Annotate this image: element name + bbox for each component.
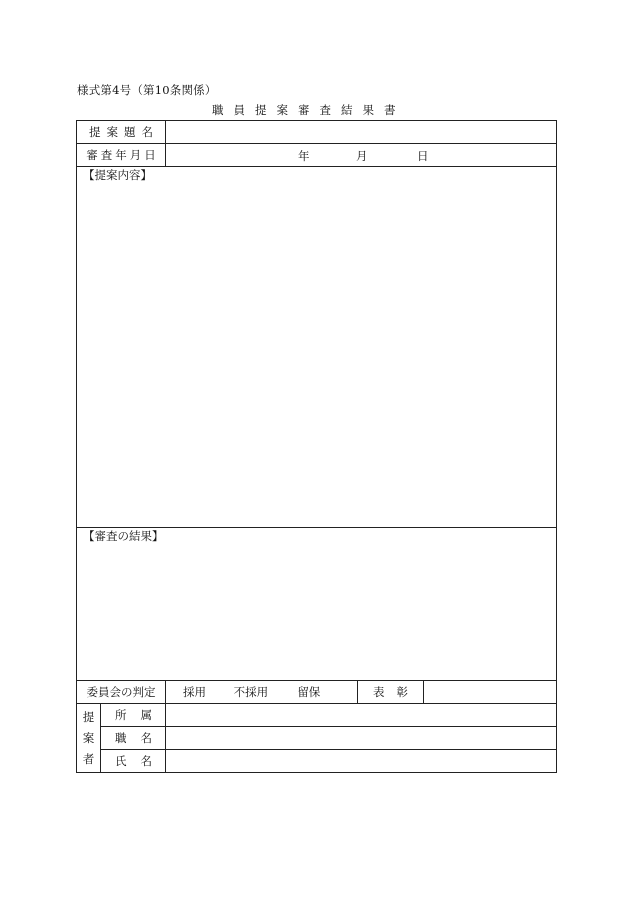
review-result-row xyxy=(77,528,557,681)
affiliation-label: 所属 xyxy=(101,704,166,727)
proposer-label-char-2: 案 xyxy=(82,730,95,745)
proposal-title-row xyxy=(77,121,557,144)
position-field[interactable] xyxy=(166,727,557,750)
committee-decision-label: 委員会の判定 xyxy=(77,681,166,704)
position-label: 職名 xyxy=(101,727,166,750)
proposer-name-row xyxy=(77,750,557,773)
proposal-content-row xyxy=(77,167,557,528)
decision-options xyxy=(166,681,358,704)
review-result-box[interactable] xyxy=(77,528,557,681)
proposer-position-row xyxy=(77,727,557,750)
affiliation-field[interactable] xyxy=(166,704,557,727)
committee-decision-row xyxy=(77,681,557,704)
decision-option-adopt[interactable]: 採用 xyxy=(183,685,206,699)
proposer-label xyxy=(77,704,101,773)
decision-option-reject[interactable]: 不採用 xyxy=(233,685,269,699)
proposer-label-char-1: 提 xyxy=(82,709,95,724)
review-result-label: 【審査の結果】 xyxy=(83,529,164,543)
award-field[interactable] xyxy=(424,681,557,704)
proposal-content-label: 【提案内容】 xyxy=(83,168,152,182)
year-label: 年 xyxy=(298,148,310,163)
proposal-review-form xyxy=(76,120,557,773)
name-field[interactable] xyxy=(166,750,557,773)
name-label: 氏名 xyxy=(101,750,166,773)
proposal-content-box[interactable] xyxy=(77,167,557,528)
review-date-field[interactable] xyxy=(166,144,557,167)
review-date-label: 審査年月日 xyxy=(77,144,166,167)
review-date-row xyxy=(77,144,557,167)
form-number: 様式第4号（第10条関係） xyxy=(77,83,217,97)
month-label: 月 xyxy=(356,148,368,163)
proposal-title-label: 提案題名 xyxy=(77,121,166,144)
proposer-affiliation-row xyxy=(77,704,557,727)
day-label: 日 xyxy=(417,148,429,163)
decision-option-hold[interactable]: 留保 xyxy=(297,685,321,699)
proposal-title-field[interactable] xyxy=(166,121,557,144)
award-label: 表彰 xyxy=(358,681,424,704)
proposer-label-char-3: 者 xyxy=(82,751,95,766)
document-title: 職員提案審査結果書 xyxy=(212,103,406,117)
